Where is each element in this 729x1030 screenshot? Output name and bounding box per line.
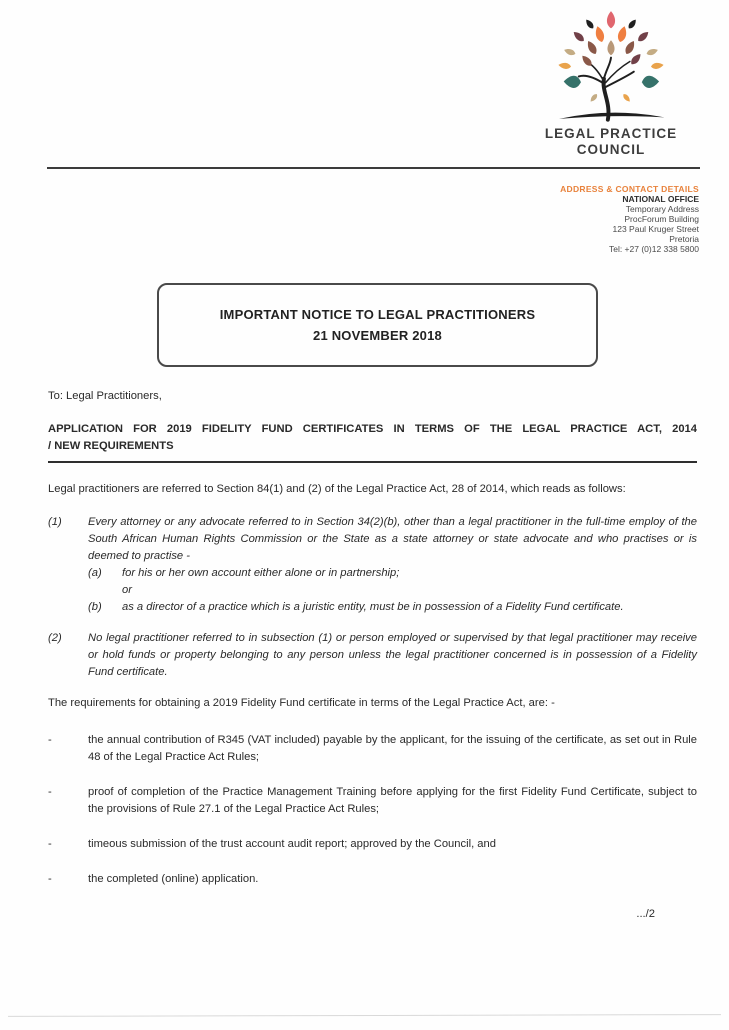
subitem-marker: (a) — [88, 567, 102, 579]
subitem-marker — [88, 582, 122, 599]
bullet-marker: - — [48, 786, 52, 798]
contact-header: ADDRESS & CONTACT DETAILS — [560, 184, 699, 194]
contact-details — [560, 184, 699, 254]
contact-line-address1: Temporary Address — [625, 204, 699, 214]
section-number: (2) — [48, 632, 62, 644]
bullet-marker: - — [48, 838, 52, 850]
subject-heading — [48, 421, 697, 463]
logo-text — [521, 126, 701, 158]
contact-line-address2: ProcForum Building — [624, 214, 699, 224]
contact-line-phone: Tel: +27 (0)12 338 5800 — [608, 244, 699, 254]
notice-date: 21 NOVEMBER 2018 — [313, 328, 442, 343]
subitem-text: as a director of a practice which is a juristic entity, must be in possession of a Fidelity Fund certificate. — [122, 601, 624, 613]
subitem-b — [88, 599, 697, 616]
scan-artifact-line — [8, 1014, 721, 1017]
section-text: No legal practitioner referred to in subsection (1) or person employed or supervised by that legal practitioner may receive or hold funds or property belonging to any person unless the legal practitioner concerned is in possession of a Fidelity Fund certificate. — [88, 632, 697, 678]
requirement-item-2 — [48, 784, 697, 818]
notice-title: IMPORTANT NOTICE TO LEGAL PRACTITIONERS — [219, 307, 536, 322]
requirement-text: the annual contribution of R345 (VAT included) payable by the applicant, for the issuing of the certificate, as set out in Rule 48 of the Legal Practice Act Rules; — [88, 734, 697, 763]
subitem-text: for his or her own account either alone or in partnership; — [122, 567, 400, 579]
intro-paragraph: Legal practitioners are referred to Section 84(1) and (2) of the Legal Practice Act, 28 of 2014, which reads as follows: — [48, 483, 626, 495]
subitem-marker: (b) — [88, 601, 102, 613]
page-continuation-indicator: .../2 — [636, 908, 655, 920]
requirements-intro: The requirements for obtaining a 2019 Fidelity Fund certificate in terms of the Legal Practice Act, are: - — [48, 697, 555, 709]
contact-line-street: 123 Paul Kruger Street — [612, 224, 699, 234]
subject-line-1: APPLICATION FOR 2019 FIDELITY FUND CERTIFICATES IN TERMS OF THE LEGAL PRACTICE ACT, 2014 — [48, 423, 697, 435]
requirement-text: proof of completion of the Practice Management Training before applying for the first Fidelity Fund Certificate, subject to the provisions of Rule 27.1 of the Legal Practice Act Rules; — [88, 786, 697, 815]
lpc-logo — [521, 8, 701, 158]
section-text: Every attorney or any advocate referred to in Section 34(2)(b), other than a legal practitioner in the full-time employ of the South African Human Rights Commission or the State as a state attorney or state advocate and who practises or is deemed to practise - — [88, 516, 697, 562]
requirement-text: timeous submission of the trust account audit report; approved by the Council, and — [88, 838, 496, 850]
header-divider — [47, 167, 700, 169]
quoted-section-1 — [48, 514, 697, 616]
bullet-marker: - — [48, 734, 52, 746]
subitem-a — [88, 565, 697, 582]
contact-line-city: Pretoria — [669, 234, 699, 244]
subitem-or — [88, 582, 697, 599]
letter-body — [48, 388, 697, 923]
subitem-text: or — [122, 584, 132, 596]
bullet-marker: - — [48, 873, 52, 885]
logo-text-line1: LEGAL PRACTICE — [544, 126, 678, 141]
tree-logo-icon — [531, 8, 691, 126]
addressee-line: To: Legal Practitioners, — [48, 390, 162, 402]
requirement-text: the completed (online) application. — [88, 873, 259, 885]
section-number: (1) — [48, 516, 62, 528]
contact-office: NATIONAL OFFICE — [622, 194, 699, 204]
requirement-item-4 — [48, 871, 697, 888]
logo-text-line2: COUNCIL — [576, 142, 646, 157]
subject-line-2: / NEW REQUIREMENTS — [48, 440, 174, 452]
requirement-item-1 — [48, 732, 697, 766]
requirement-item-3 — [48, 836, 697, 853]
section-body — [88, 514, 697, 616]
notice-box — [157, 283, 598, 367]
quoted-section-2 — [48, 630, 697, 681]
